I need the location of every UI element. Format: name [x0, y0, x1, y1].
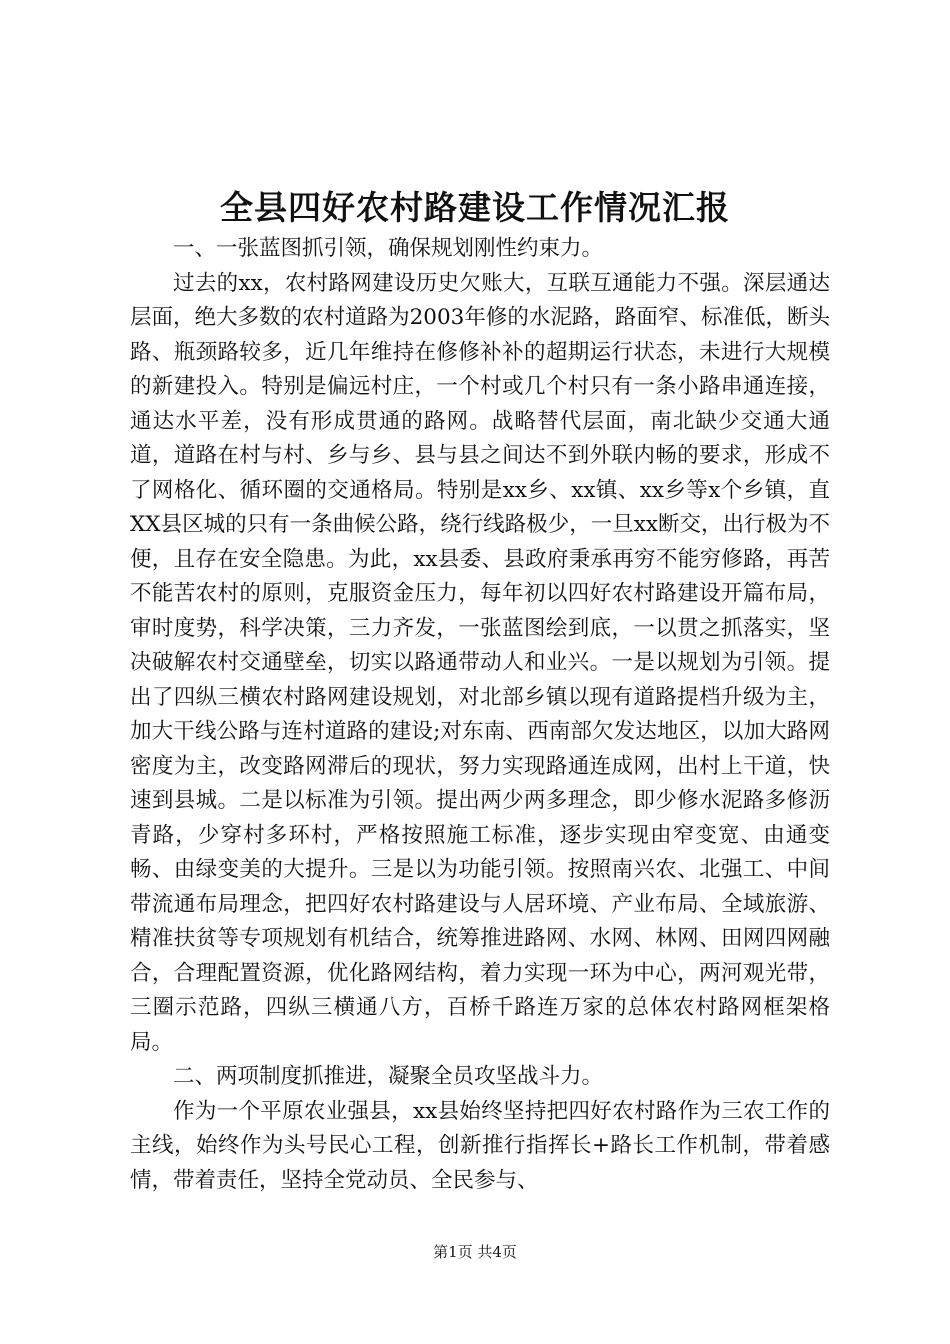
section-heading-2: 二、两项制度抓推进，凝聚全员攻坚战斗力。: [173, 1064, 604, 1089]
body-paragraph-2: 作为一个平原农业强县，xx县始终坚持把四好农村路作为三农工作的主线，始终作为头号民心工程，创新推行指挥长+路长工作机制，带着感情，带着责任，坚持全党动员、全民参与、: [130, 1098, 830, 1193]
document-title: 全县四好农村路建设工作情况汇报: [220, 188, 730, 227]
body-paragraph-1: 过去的xx，农村路网建设历史欠账大，互联互通能力不强。深层通达层面，绝大多数的农村道路为2003年修的水泥路，路面窄、标准低，断头路、瓶颈路较多，近几年维持在修修补补的超期运行状态，未进行大规模的新建投入。特别是偏远村庄，一个村或几个村只有一条小路串通连接，通达水平差，没有形成贯通的路网。战略替代层面，南北缺少交通大通道，道路在村与村、乡与乡、县与县之间达不到外联内畅的要求，形成不了网格化、循环圈的交通格局。特别是xx乡、xx镇、xx乡等x个乡镇，直XX县区城的只有一条曲候公路，绕行线路极少，一旦xx断交，出行极为不便，且存在安全隐患。为此，xx县委、县政府秉承再穷不能穷修路，再苦不能苦农村的原则，克服资金压力，每年初以四好农村路建设开篇布局，审时度势，科学决策，三力齐发，一张蓝图绘到底，一以贯之抓落实，坚决破解农村交通壁垒，切实以路通带动人和业兴。一是以规划为引领。提出了四纵三横农村路网建设规划，对北部乡镇以现有道路提档升级为主，加大干线公路与连村道路的建设;对东南、西南部欠发达地区，以加大路网密度为主，改变路网滞后的现状，努力实现路通连成网，出村上干道，快速到县城。二是以标准为引领。提出两少两多理念，即少修水泥路多修沥青路，少穿村多环村，严格按照施工标准，逐步实现由窄变宽、由通变畅、由绿变美的大提升。三是以为功能引领。按照南兴农、北强工、中间带流通布局理念，把四好农村路建设与人居环境、产业布局、全域旅游、精准扶贫等专项规划有机结合，统筹推进路网、水网、林网、田网四网融合，合理配置资源，优化路网结构，着力实现一环为中心，两河观光带，三圈示范路，四纵三横通八方，百桥千路连万家的总体农村路网框架格局。: [130, 270, 830, 1055]
section-heading-1: 一、一张蓝图抓引领，确保规划刚性约束力。: [173, 236, 604, 261]
document-body: [130, 232, 830, 1198]
page-footer: 第1页 共4页: [433, 1243, 517, 1261]
